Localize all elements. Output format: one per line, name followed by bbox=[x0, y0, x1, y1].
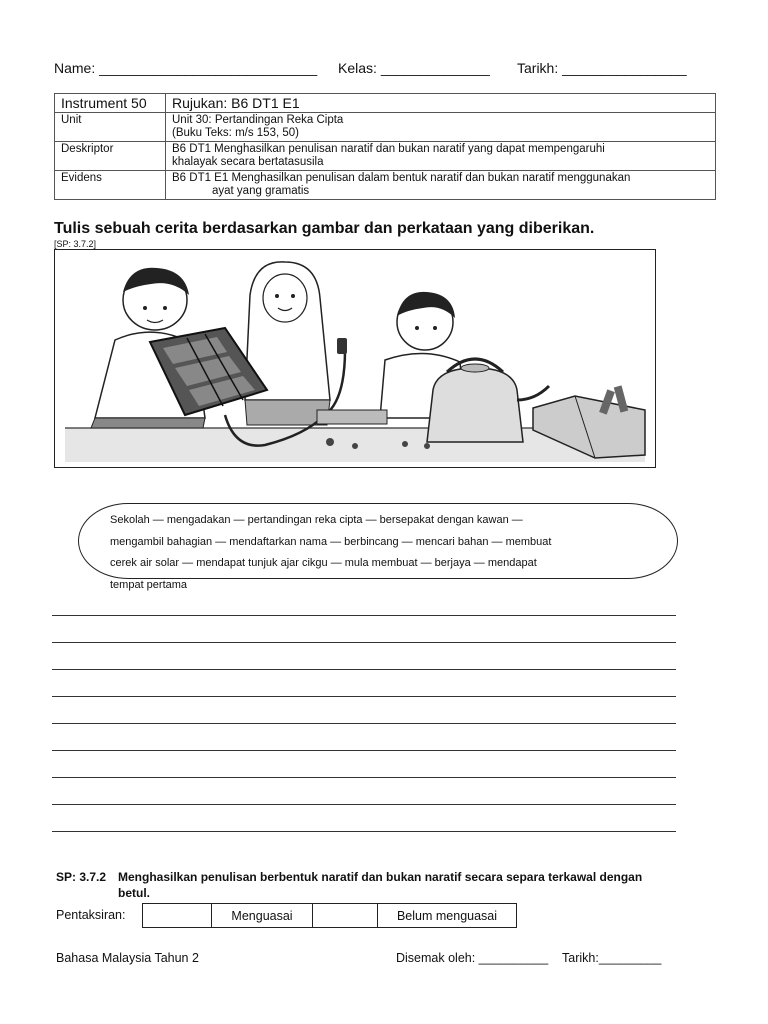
task-title: Tulis sebuah cerita berdasarkan gambar dan perkataan yang diberikan. bbox=[54, 220, 595, 237]
writing-line[interactable] bbox=[52, 696, 676, 697]
evidence-line: B6 DT1 E1 Menghasilkan penulisan dalam bentuk naratif dan bukan naratif menggunakan bbox=[172, 172, 631, 184]
footer-date-field[interactable]: Tarikh:_________ bbox=[562, 951, 662, 965]
standard-text: betul. bbox=[118, 886, 150, 900]
reference-cell: Rujukan: B6 DT1 E1 bbox=[166, 94, 716, 113]
class-label: Kelas: bbox=[338, 60, 377, 76]
instrument-table bbox=[54, 93, 716, 200]
writing-line[interactable] bbox=[52, 615, 676, 616]
checked-by-field[interactable]: Disemak oleh: __________ bbox=[396, 951, 549, 965]
table-row bbox=[143, 904, 517, 928]
instrument-cell: Instrument 50 bbox=[55, 94, 166, 113]
date-blank[interactable]: ________________ bbox=[562, 60, 687, 76]
table-row bbox=[55, 171, 716, 200]
unit-line: (Buku Teks: m/s 153, 50) bbox=[172, 127, 299, 139]
sp-code: [SP: 3.7.2] bbox=[54, 239, 97, 249]
not-mastered-label: Belum menguasai bbox=[378, 904, 517, 928]
children-solar-kettle-illustration bbox=[55, 250, 654, 466]
word-bank-line: cerek air solar — mendapat tunjuk ajar cikgu — mula membuat — berjaya — mendapat bbox=[110, 557, 537, 569]
date-label: Tarikh: bbox=[517, 60, 559, 76]
unit-cell bbox=[166, 113, 716, 142]
girl-figure bbox=[245, 262, 330, 425]
illustration-frame bbox=[54, 249, 656, 468]
writing-line[interactable] bbox=[52, 669, 676, 670]
unit-label: Unit bbox=[55, 113, 166, 142]
subject-label: Bahasa Malaysia Tahun 2 bbox=[56, 951, 199, 965]
table-row bbox=[55, 94, 716, 113]
writing-line[interactable] bbox=[52, 723, 676, 724]
assessment-table bbox=[142, 903, 517, 928]
class-field[interactable] bbox=[338, 60, 490, 76]
assessment-label: Pentaksiran: bbox=[56, 908, 126, 922]
standard-code: SP: 3.7.2 bbox=[56, 870, 107, 884]
name-field[interactable] bbox=[54, 60, 317, 76]
unit-line: Unit 30: Pertandingan Reka Cipta bbox=[172, 114, 344, 126]
learning-standard bbox=[56, 869, 696, 901]
word-bank-line: Sekolah — mengadakan — pertandingan reka cipta — bersepakat dengan kawan — bbox=[110, 514, 523, 526]
writing-line[interactable] bbox=[52, 831, 676, 832]
writing-line[interactable] bbox=[52, 777, 676, 778]
name-blank[interactable]: ____________________________ bbox=[99, 60, 318, 76]
descriptor-line: khalayak secara bertatasusila bbox=[172, 156, 324, 168]
writing-line[interactable] bbox=[52, 750, 676, 751]
writing-line[interactable] bbox=[52, 804, 676, 805]
mastered-label: Menguasai bbox=[212, 904, 313, 928]
table-row bbox=[55, 142, 716, 171]
descriptor-cell bbox=[166, 142, 716, 171]
evidence-line: ayat yang gramatis bbox=[212, 185, 310, 197]
table-row bbox=[55, 113, 716, 142]
date-field[interactable] bbox=[517, 60, 687, 76]
evidence-label: Evidens bbox=[55, 171, 166, 200]
evidence-cell bbox=[166, 171, 716, 200]
writing-line[interactable] bbox=[52, 642, 676, 643]
descriptor-line: B6 DT1 Menghasilkan penulisan naratif dan bukan naratif yang dapat mempengaruhi bbox=[172, 143, 605, 155]
word-bank-text bbox=[110, 510, 650, 596]
word-bank-line: mengambil bahagian — mendaftarkan nama — berbincang — mencari bahan — membuat bbox=[110, 535, 552, 548]
standard-text: Menghasilkan penulisan berbentuk naratif dan bukan naratif secara separa terkawal dengan bbox=[118, 870, 643, 884]
mastered-checkbox[interactable] bbox=[143, 904, 212, 928]
not-mastered-checkbox[interactable] bbox=[313, 904, 378, 928]
descriptor-label: Deskriptor bbox=[55, 142, 166, 171]
class-blank[interactable]: ______________ bbox=[380, 60, 490, 76]
word-bank-line: tempat pertama bbox=[110, 578, 188, 591]
name-label: Name: bbox=[54, 60, 96, 76]
